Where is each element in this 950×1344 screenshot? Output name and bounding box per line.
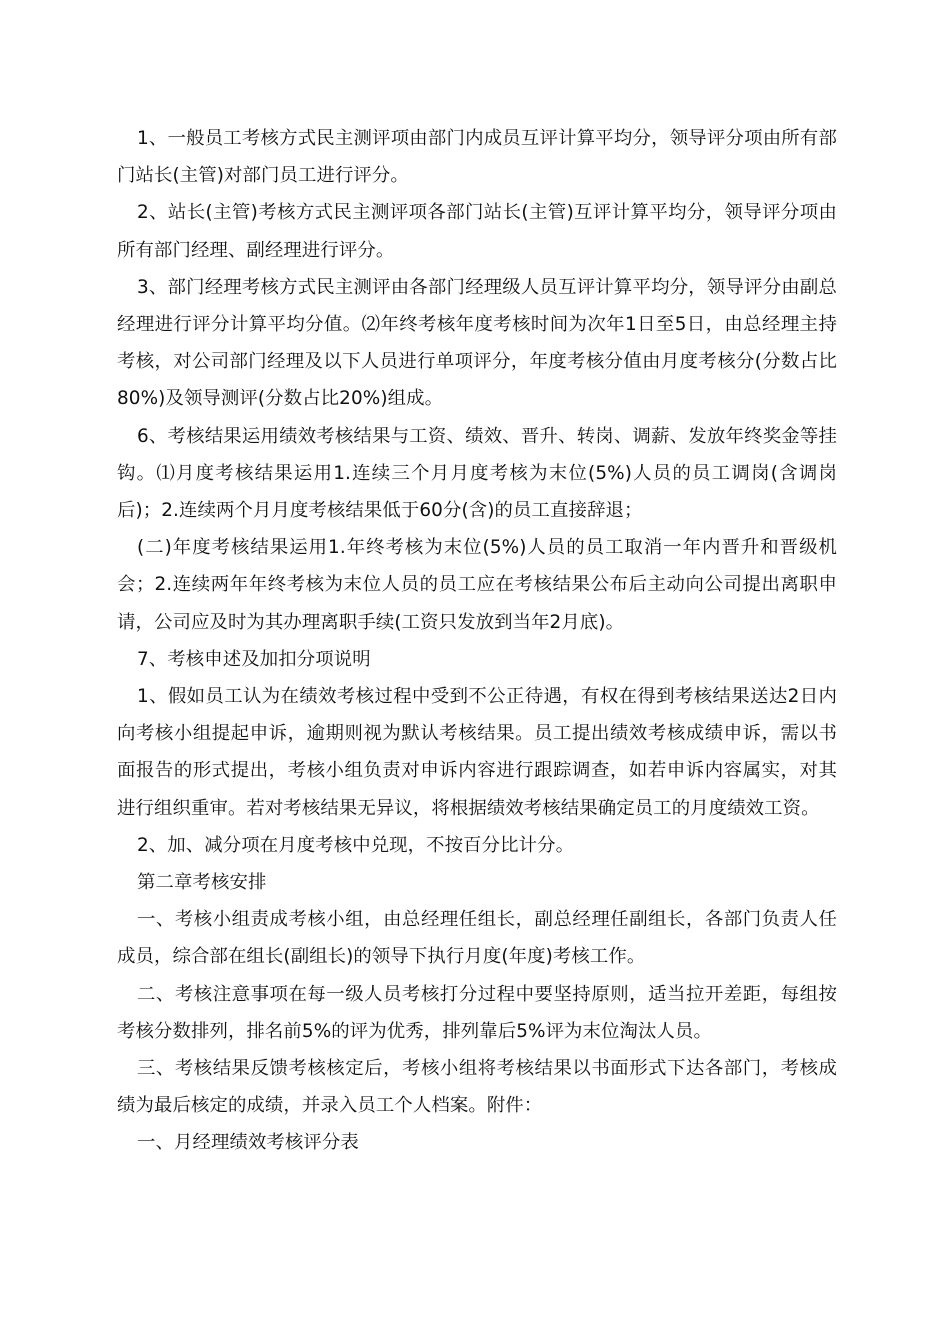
paragraph-11: 二、考核注意事项在每一级人员考核打分过程中要坚持原则，适当拉开差距，每组按考核分数排列，排名前5%的评为优秀，排列靠后5%评为末位淘汰人员。 (117, 983, 837, 1042)
paragraph-10: 一、考核小组责成考核小组，由总经理任组长，副总经理任副组长，各部门负责人任成员，综合部在组长(副组长)的领导下执行月度(年度)考核工作。 (117, 909, 837, 968)
paragraph-7: 1、假如员工认为在绩效考核过程中受到不公正待遇，有权在得到考核结果送达2日内向考核小组提起申诉，逾期则视为默认考核结果。员工提出绩效考核成绩申诉，需以书面报告的形式提出，考核小组负责对申诉内容进行跟踪调查，如若申诉内容属实，对其进行组织重审。若对考核结果无异议，将根据绩效考核结果确定员工的月度绩效工资。 (117, 686, 837, 819)
paragraph-13: 一、月经理绩效考核评分表 (137, 1132, 359, 1154)
paragraph-8: 2、加、减分项在月度考核中兑现，不按百分比计分。 (137, 834, 575, 856)
paragraph-1: 1、一般员工考核方式民主测评项由部门内成员互评计算平均分，领导评分项由所有部门站长(主管)对部门员工进行评分。 (117, 128, 837, 187)
paragraph-12: 三、考核结果反馈考核核定后，考核小组将考核结果以书面形式下达各部门，考核成绩为最后核定的成绩，并录入员工个人档案。附件： (117, 1058, 837, 1117)
paragraph-5: (二)年度考核结果运用1.年终考核为末位(5%)人员的员工取消一年内晋升和晋级机会；2.连续两年年终考核为末位人员的员工应在考核结果公布后主动向公司提出离职申请，公司应及时为其办理离职手续(工资只发放到当年2月底)。 (117, 537, 837, 633)
paragraph-6: 7、考核申述及加扣分项说明 (137, 648, 371, 670)
paragraph-3: 3、部门经理考核方式民主测评由各部门经理级人员互评计算平均分，领导评分由副总经理进行评分计算平均分值。⑵年终考核年度考核时间为次年1日至5日，由总经理主持考核，对公司部门经理及以下人员进行单项评分，年度考核分值由月度考核分(分数占比80%)及领导测评(分数占比20%)组成。 (117, 276, 837, 410)
paragraph-2: 2、站长(主管)考核方式民主测评项各部门站长(主管)互评计算平均分，领导评分项由所有部门经理、副经理进行评分。 (117, 202, 837, 261)
chapter-heading: 第二章考核安排 (137, 872, 267, 894)
document-body (117, 120, 837, 1162)
paragraph-4: 6、考核结果运用绩效考核结果与工资、绩效、晋升、转岗、调薪、发放年终奖金等挂钩。⑴月度考核结果运用1.连续三个月月度考核为末位(5%)人员的员工调岗(含调岗后)；2.连续两个月月度考核结果低于60分(含)的员工直接辞退； (117, 425, 837, 522)
